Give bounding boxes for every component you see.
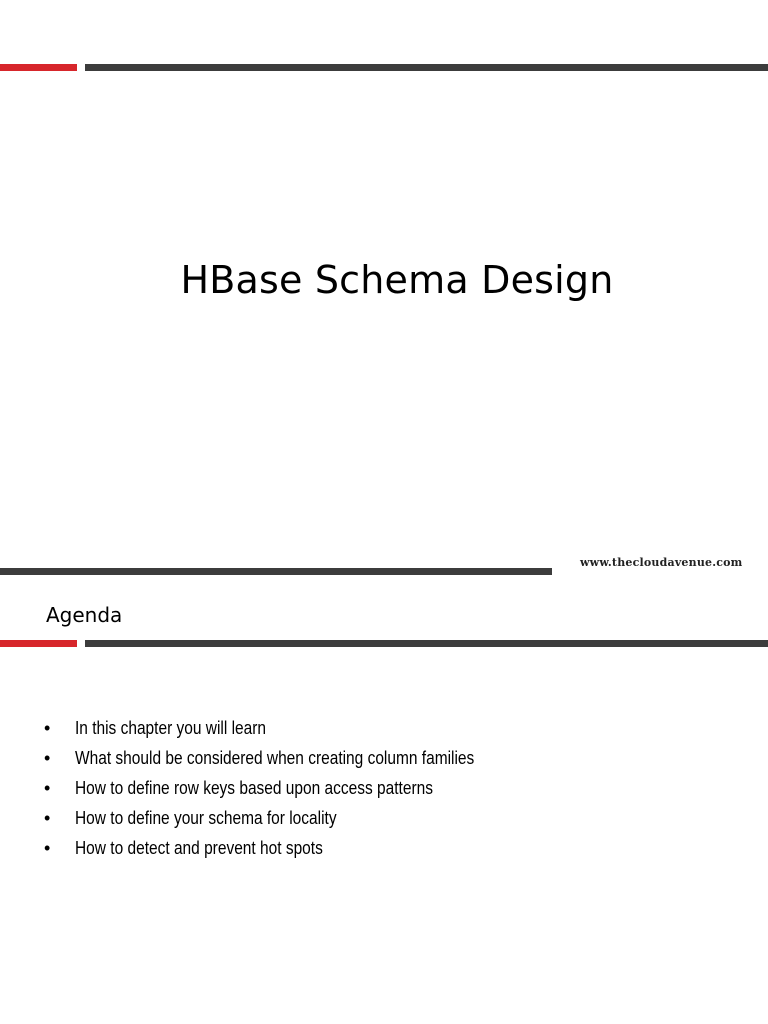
bullet-icon: • [44,718,51,738]
agenda-heading: Agenda [46,603,123,627]
footer-url: www.thecloudavenue.com [580,556,743,569]
slide1-bottom-divider-bar [0,568,552,575]
slide1-top-accent-bar [0,64,77,71]
slide-title: HBase Schema Design [180,258,614,302]
list-item-text: How to define your schema for locality [75,808,337,828]
slide1-top-divider-bar [85,64,768,71]
bullet-icon: • [44,838,51,858]
list-item-text: In this chapter you will learn [75,718,267,738]
slide2-divider-bar [85,640,768,647]
bullet-icon: • [44,808,51,828]
bullet-icon: • [44,748,51,768]
list-item-text: How to define row keys based upon access patterns [75,778,433,798]
bullet-icon: • [44,778,51,798]
list-item-text: What should be considered when creating column families [75,748,475,768]
slide2-accent-bar [0,640,77,647]
list-item-text: How to detect and prevent hot spots [75,838,323,858]
